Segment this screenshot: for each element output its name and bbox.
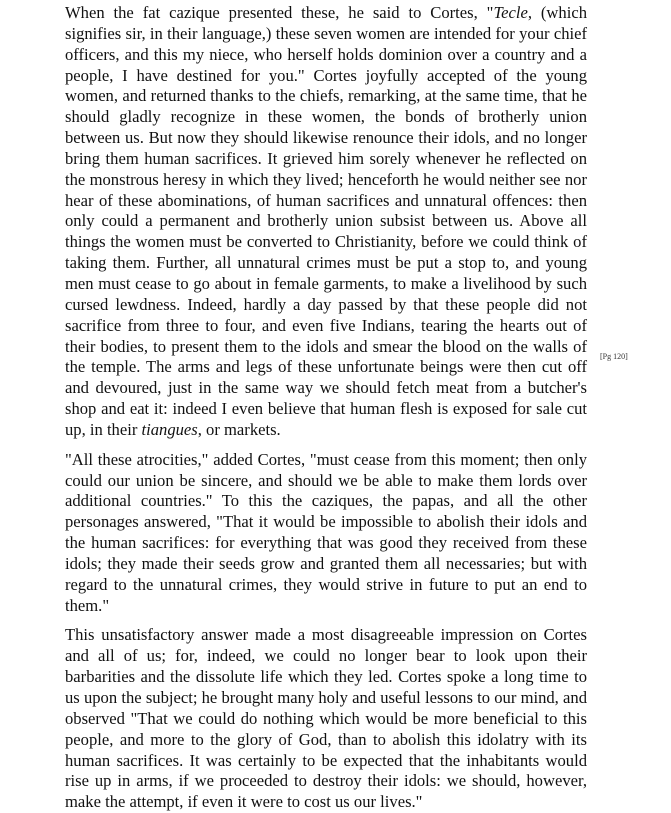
paragraph-1-segment-1: When the fat cazique presented these, he said to Cortes, " [65,3,494,22]
paragraph-3 [65,625,587,813]
paragraph-1-segment-3: , (which signifies sir, in their language,) these seven women are intended for your chief officers, and this my niece, who herself holds dominion over a country and a people, I have destined for you." Cortes joyfully accepted of the young women, and returned thanks to the chiefs, remarking, at the same time, that he should gladly recognize in these women, the bonds of brotherly union between us. But now they should likewise renounce their idols, and no longer bring them human sacrifices. It grieved him sorely whenever he reflected on the monstrous heresy in which they lived; henceforth he would neither see nor hear of these abominations, of human sacrifices and unnatural offences: then only could a permanent and brotherly union subsist between us. Above all things the women must be converted to Christianity, before we could think of taking them. Further, all unnatural crimes must be put a stop to, and young men must cease to go about in female garments, to make a livelihood by such cursed lewdness. Indeed, hardly a day passed by that these people did not sacrifice from three to four, and even five Indians, tearing the hearts out of their bodies, to present them to the idols and smear the blood on the walls of the temple. The arms and legs of these unfortunate beings were then cut off and devoured, just in the same way we should fetch meat from a butcher's shop and eat it: indeed I even believe that human flesh is exposed for sale cut up, in their [65,3,587,439]
paragraph-1-segment-5: , or markets. [197,419,281,439]
document-body [65,3,587,813]
page-number-note: [Pg 120] [600,352,628,361]
paragraph-1-italic-tiangues: tiangues [141,419,198,439]
paragraph-1-italic-tecle: Tecle [493,3,528,22]
paragraph-2 [65,450,587,617]
paragraph-2-segment-1: "All these atrocities," added Cortes, "must cease from this moment; then only could our union be sincere, and should we be able to make them lords over additional countries." To this the caziques, the papas, and all the other personages answered, "That it would be impossible to abolish their idols and the human sacrifices: for everything that was good they received from these idols; they made their seeds grow and granted them all necessaries; but with regard to the unnatural crimes, they would strive in future to put an end to them." [65,449,587,615]
paragraph-1 [65,3,587,441]
paragraph-3-segment-1: This unsatisfactory answer made a most disagreeable impression on Cortes and all of us; for, indeed, we could no longer bear to look upon their barbarities and the dissolute life which they led. Cortes spoke a long time to us upon the subject; he brought many holy and useful lessons to our mind, and observed "That we could do nothing which would be more beneficial to this people, and more to the glory of God, than to abolish this idolatry with its human sacrifices. It was certainly to be expected that the inhabitants would rise up in arms, if we proceeded to destroy their idols: we should, however, make the attempt, if even it were to cost us our lives." [65,625,587,812]
